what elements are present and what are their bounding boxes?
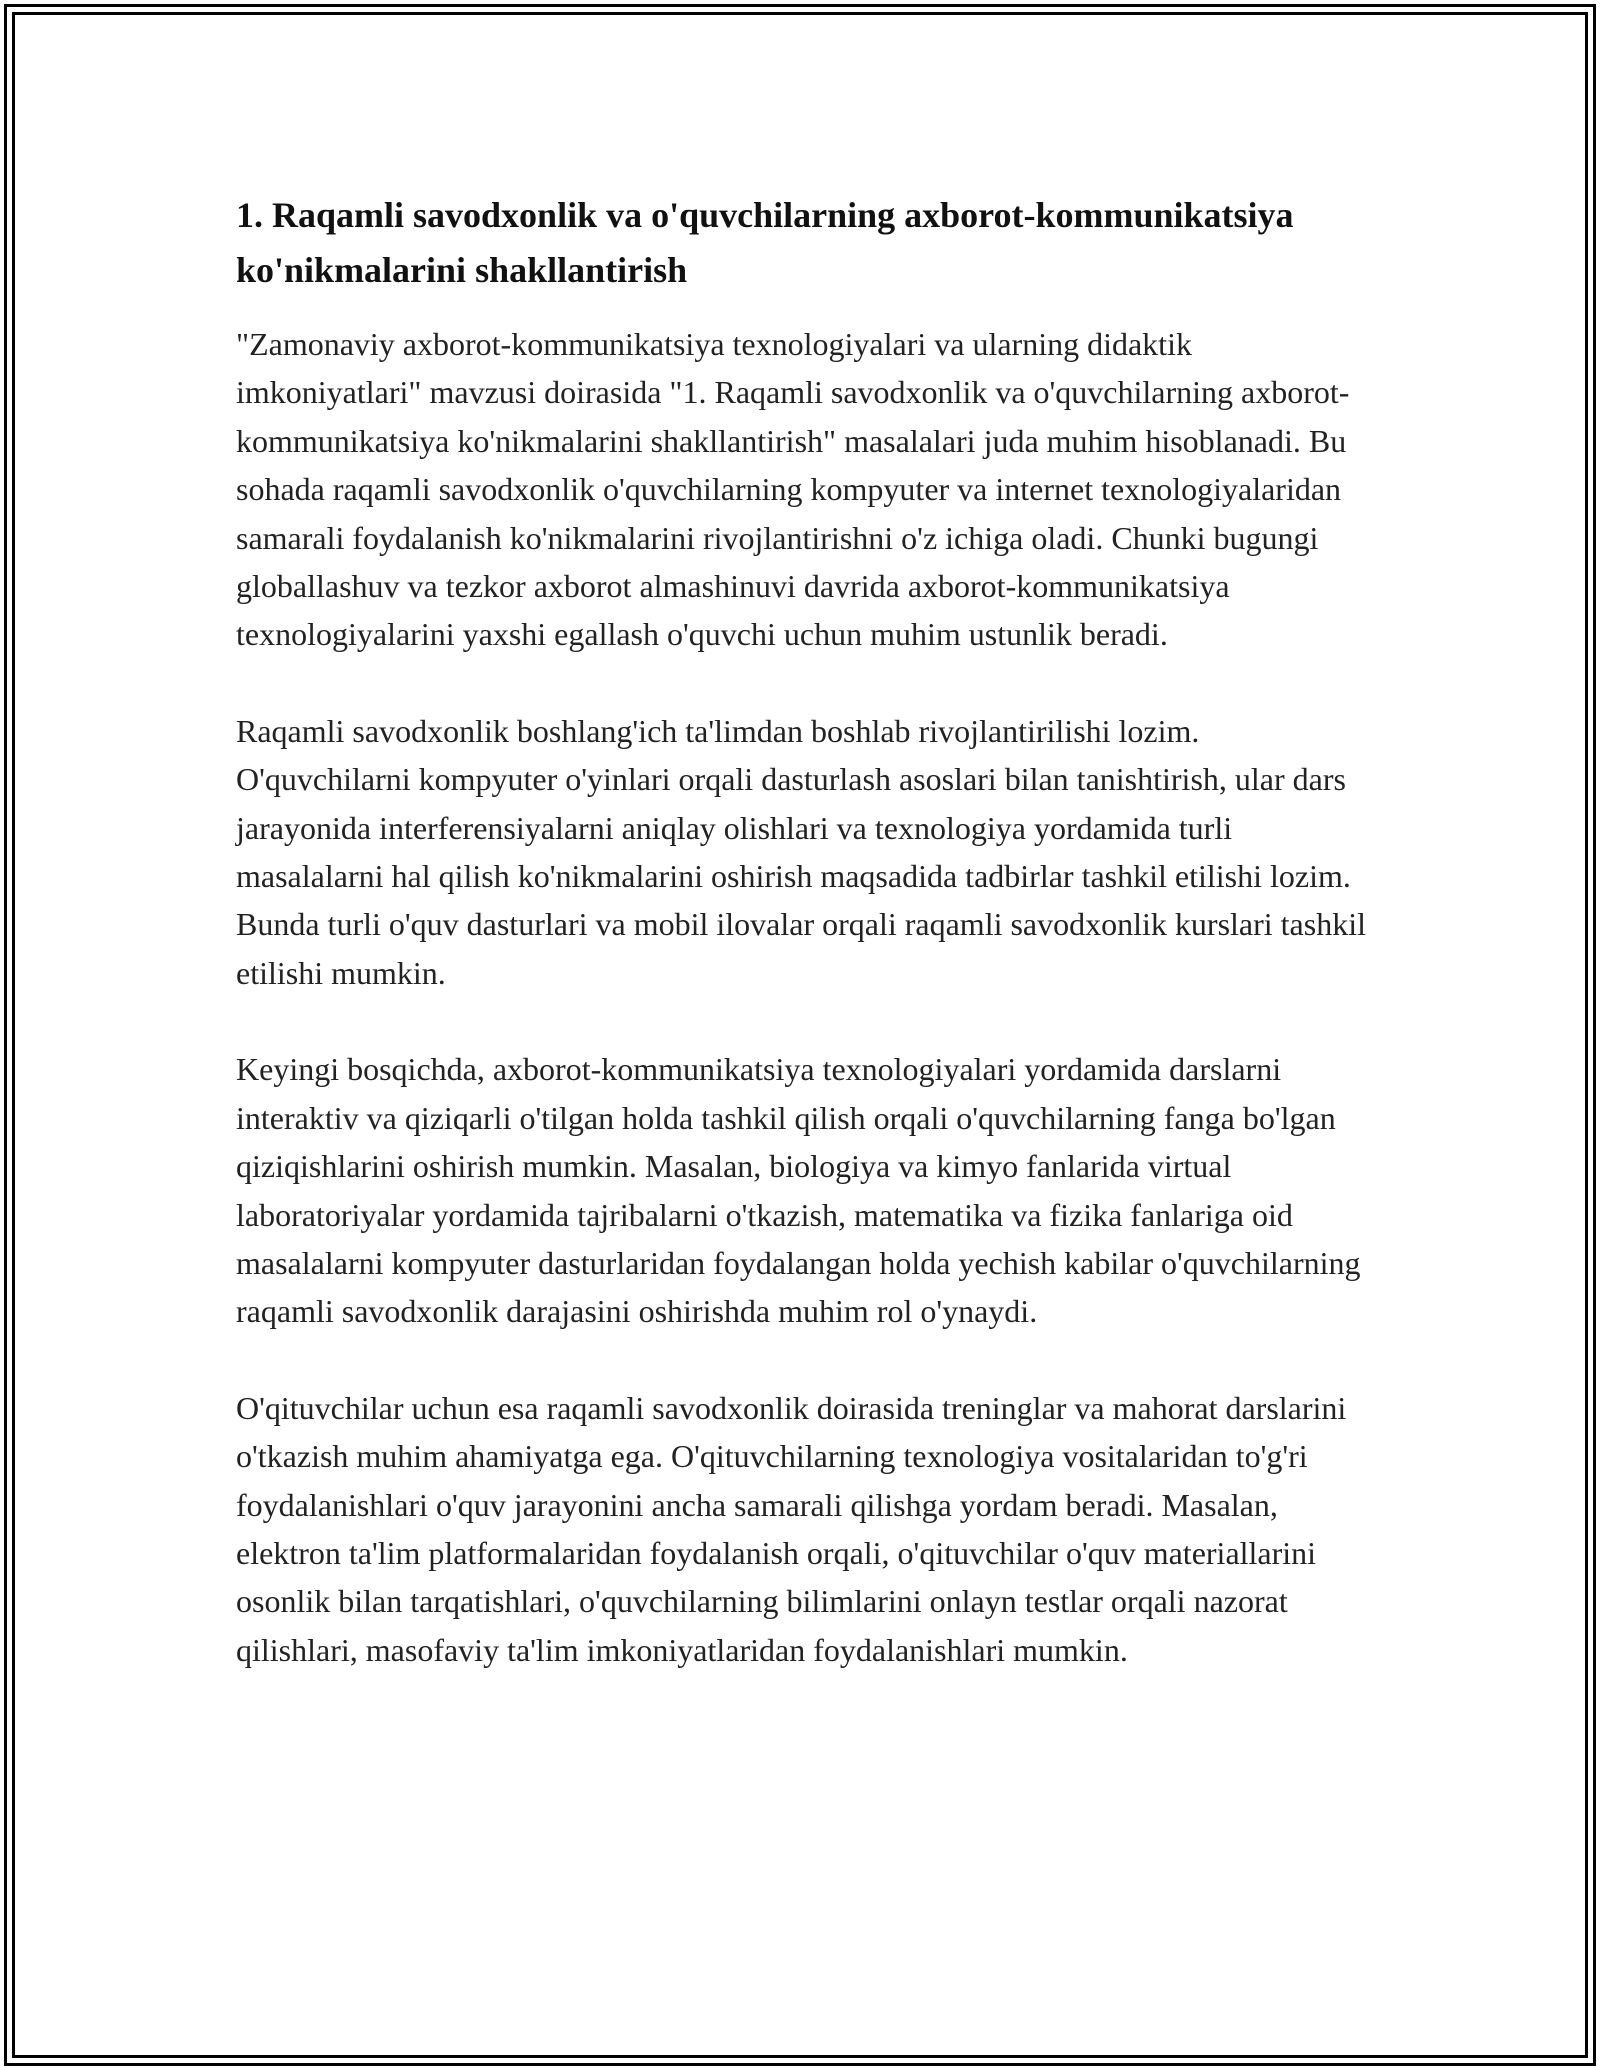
document-body (236, 188, 1376, 1722)
paragraph-3: Keyingi bosqichda, axborot-kommunikatsiya texnologiyalari yordamida darslarni interaktiv va qiziqarli o'tilgan holda tashkil qilish orqali o'quvchilarning fanga bo'lgan qiziqishlarini oshirish mumkin. Masalan, biologiya va kimyo fanlarida virtual laboratoriyalar yordamida tajribalarni o'tkazish, matematika va fizika fanlariga oid masalalarni kompyuter dasturlaridan foydalangan holda yechish kabilar o'quvchilarning raqamli savodxonlik darajasini oshirishda muhim rol o'ynaydi. (236, 1051, 1361, 1330)
paragraph-1: "Zamonaviy axborot-kommunikatsiya texnologiyalari va ularning didaktik imkoniyatlari" mavzusi doirasida "1. Raqamli savodxonlik va o'quvchilarning axborot-kommunikatsiya ko'nikmalarini shakllantirish" masalalari juda muhim hisoblanadi. Bu sohada raqamli savodxonlik o'quvchilarning kompyuter va internet texnologiyalaridan samarali foydalanish ko'nikmalarini rivojlantirishni o'z ichiga oladi. Chunki bugungi globallashuv va tezkor axborot almashinuvi davrida axborot-kommunikatsiya texnologiyalarini yaxshi egallash o'quvchi uchun muhim ustunlik beradi. (236, 326, 1350, 653)
paragraph-4: O'qituvchilar uchun esa raqamli savodxonlik doirasida treninglar va mahorat darslarini o'tkazish muhim ahamiyatga ega. O'qituvchilarning texnologiya vositalaridan to'g'ri foydalanishlari o'quv jarayonini ancha samarali qilishga yordam beradi. Masalan, elektron ta'lim platformalaridan foydalanish orqali, o'qituvchilar o'quv materiallarini osonlik bilan tarqatishlari, o'quvchilarning bilimlarini onlayn testlar orqali nazorat qilishlari, masofaviy ta'lim imkoniyatlaridan foydalanishlari mumkin. (236, 1389, 1347, 1668)
paragraph-2: Raqamli savodxonlik boshlang'ich ta'limdan boshlab rivojlantirilishi lozim. O'quvchilarni kompyuter o'yinlari orqali dasturlash asoslari bilan tanishtirish, ular dars jarayonida interferensiyalarni aniqlay olishlari va texnologiya yordamida turli masalalarni hal qilish ko'nikmalarini oshirish maqsadida tadbirlar tashkil etilishi lozim. Bunda turli o'quv dasturlari va mobil ilovalar orqali raqamli savodxonlik kurslari tashkil etilishi mumkin. (236, 712, 1366, 991)
document-title: 1. Raqamli savodxonlik va o'quvchilarning axborot-kommunikatsiya ko'nikmalarini shakllantirish (236, 195, 1294, 290)
